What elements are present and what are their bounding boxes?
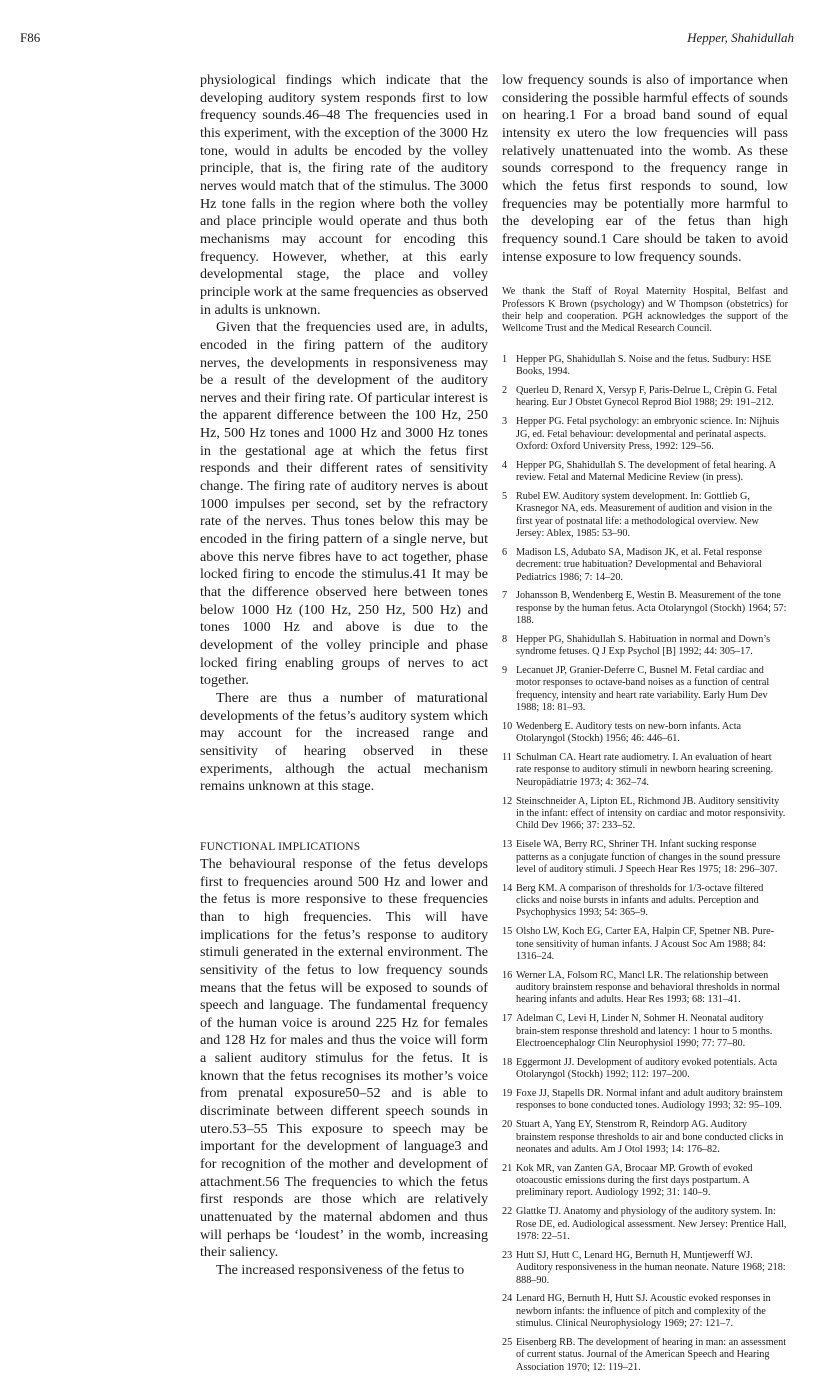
reference-text: Hepper PG, Shahidullah S. The development of fetal hearing. A review. Fetal and Maternal Medicine Review (in press). bbox=[516, 459, 776, 484]
reference-text: Berg KM. A comparison of thresholds for 1/3-octave filtered clicks and noise bursts in infants and adults. Perception and Psychophysics 1993; 54: 365–9. bbox=[516, 882, 764, 919]
left-paragraph-3: There are thus a number of maturational developments of the fetus’s auditory system which may account for the increased range and sensitivity of hearing observed in these experiments, although the actual mechanism remains unknown at this stage. bbox=[200, 689, 488, 795]
reference-list bbox=[502, 354, 788, 1374]
reference-text: Hutt SJ, Hutt C, Lenard HG, Bernuth H, Muntjewerff WJ. Auditory responsiveness in the human neonate. Nature 1968; 218: 888–90. bbox=[516, 1249, 786, 1286]
reference-number: 15 bbox=[502, 926, 513, 938]
reference-text: Madison LS, Adubato SA, Madison JK, et al. Fetal response decrement: true habituation? Developmental and Behavioral Pediatrics 1986; 7: 14–20. bbox=[516, 546, 762, 583]
reference-number: 22 bbox=[502, 1206, 513, 1218]
reference-number: 20 bbox=[502, 1119, 513, 1131]
reference-text: Hepper PG, Shahidullah S. Noise and the fetus. Sudbury: HSE Books, 1994. bbox=[516, 353, 772, 378]
reference-number: 5 bbox=[502, 490, 508, 502]
left-column bbox=[200, 72, 488, 1280]
reference-number: 4 bbox=[502, 459, 508, 471]
reference-number: 17 bbox=[502, 1013, 513, 1025]
reference-text: Werner LA, Folsom RC, Mancl LR. The relationship between auditory brainstem response and behavioral thresholds in normal hearing infants and adults. Hear Res 1993; 68: 131–41. bbox=[516, 969, 780, 1006]
reference-item bbox=[502, 1206, 788, 1243]
reference-text: Johansson B, Wendenberg E, Westin B. Measurement of the tone response by the human fetus. Acta Otolaryngol (Stockh) 1964; 57: 188. bbox=[516, 590, 787, 627]
reference-item bbox=[502, 970, 788, 1007]
reference-number: 1 bbox=[502, 353, 508, 365]
running-head: Hepper, Shahidullah bbox=[687, 30, 794, 45]
reference-number: 6 bbox=[502, 546, 508, 558]
reference-number: 16 bbox=[502, 969, 513, 981]
reference-item bbox=[502, 1250, 788, 1287]
reference-number: 12 bbox=[502, 795, 513, 807]
reference-text: Hepper PG, Shahidullah S. Habituation in normal and Down’s syndrome fetuses. Q J Exp Psychol [B] 1992; 44: 305–17. bbox=[516, 633, 771, 658]
left-paragraph-4: The behavioural response of the fetus develops first to frequencies around 500 Hz and lower and the fetus is more responsive to these frequencies than to high frequencies. This will have implications for the fetus’s response to auditory stimuli generated in the external environment. The sensitivity of the fetus to low frequency sounds means that the fetus will be exposed to sounds of speech and language. The fundamental frequency of the human voice is around 225 Hz for females and 128 Hz for males and thus the voice will form a salient auditory stimulus for the fetus. It is known that the fetus recognises its mother’s voice from prenatal exposure50–52 and is able to discriminate between different speech sounds in utero.53–55 This exposure to speech may be important for the development of language3 and for recognition of the mother and development of attachment.56 The frequencies to which the fetus first responds are those which are relatively unattenuated by the maternal abdomen and thus will perhaps be ‘loudest’ in the womb, increasing their saliency. bbox=[200, 855, 488, 1261]
reference-text: Foxe JJ, Stapells DR. Normal infant and adult auditory brainstem responses to bone conducted tones. Audiology 1993; 32: 95–109. bbox=[516, 1088, 783, 1112]
reference-item bbox=[502, 590, 788, 627]
reference-text: Hepper PG. Fetal psychology: an embryonic science. In: Nijhuis JG, ed. Fetal behaviour: developmental and perinatal aspects. Oxford: Oxford University Press, 1992: 129–56. bbox=[516, 416, 780, 452]
reference-item bbox=[502, 1293, 788, 1330]
reference-number: 24 bbox=[502, 1293, 513, 1305]
reference-text: Glattke TJ. Anatomy and physiology of the auditory system. In: Rose DE, ed. Audiological assessment. New Jersey: Prentice Hall, 1978: 22–51. bbox=[516, 1206, 787, 1242]
acknowledgement: We thank the Staff of Royal Maternity Hospital, Belfast and Professors K Brown (psychology) and W Thompson (obstetrics) for their help and cooperation. PGH acknowledges the support of the Wellcome Trust and the Medical Research Council. bbox=[502, 286, 788, 335]
reference-item bbox=[502, 1337, 788, 1374]
reference-number: 2 bbox=[502, 385, 508, 397]
reference-number: 9 bbox=[502, 665, 508, 677]
reference-item bbox=[502, 491, 788, 540]
reference-item bbox=[502, 721, 788, 746]
reference-number: 8 bbox=[502, 633, 508, 645]
reference-item bbox=[502, 460, 788, 485]
page-number: F86 bbox=[20, 30, 41, 45]
reference-number: 7 bbox=[502, 590, 508, 602]
reference-text: Adelman C, Levi H, Linder N, Sohmer H. Neonatal auditory brain-stem response threshold and latency: 1 hour to 5 months. Electroencephalogr Clin Neurophysiol 1990; 77: 77–80. bbox=[516, 1013, 773, 1049]
reference-text: Lecanuet JP, Granier-Deferre C, Busnel M. Fetal cardiac and motor responses to octave-band noises as a function of central frequency, intensity and heart rate variability. Early Hum Dev 1988; 18: 81–93. bbox=[516, 665, 770, 714]
reference-text: Eisele WA, Berry RC, Shriner TH. Infant sucking response patterns as a conjugate function of changes in the sound pressure level of auditory stimuli. J Speech Hear Res 1975; 18: 296–307. bbox=[516, 839, 781, 875]
reference-item bbox=[502, 1057, 788, 1082]
reference-item bbox=[502, 1119, 788, 1156]
reference-item bbox=[502, 354, 788, 379]
reference-item bbox=[502, 796, 788, 833]
reference-text: Eggermont JJ. Development of auditory evoked potentials. Acta Otolaryngol (Stockh) 1992; 112: 197–200. bbox=[516, 1056, 778, 1081]
left-paragraph-1: physiological findings which indicate that the developing auditory system responds first to low frequency sounds.46–48 The frequencies used in this experiment, with the exception of the 3000 Hz tone, would in adults be encoded by the volley principle, that is, the firing rate of the auditory nerves would match that of the stimulus. The 3000 Hz tone falls in the region where both the volley and place principle would operate and thus both mechanisms may account for encoding this frequency. However, whether, at this early developmental stage, the place and volley principle work at the same frequencies as observed in adults is unknown. bbox=[200, 72, 488, 318]
left-paragraph-2: Given that the frequencies used are, in adults, encoded in the firing pattern of the auditory nerves, the developments in responsiveness may be a result of the development of the auditory nerves and their firing rate. Of particular interest is the apparent difference between the 100 Hz, 250 Hz, 500 Hz tones and 1000 Hz and 3000 Hz tones in the gestational age at which the fetus first responds and their different rates of sensitivity change. The firing rate of auditory nerves is about 1000 impulses per second, set by the refractory rate of the nerves. Thus tones below this may be encoded in the firing pattern of a single nerve, but above this nerve fibres have to act together, phase locked firing to encode the stimulus.41 It may be that the difference observed here between tones below 1000 Hz (100 Hz, 250 Hz, 500 Hz) and tones 1000 Hz and above is due to the development of the volley principle and phase locked firing enabling groups of nerves to act together. bbox=[200, 319, 488, 689]
reference-item bbox=[502, 752, 788, 789]
reference-number: 23 bbox=[502, 1249, 513, 1261]
reference-text: Olsho LW, Koch EG, Carter EA, Halpin CF, Spetner NB. Pure-tone sensitivity of human infants. J Acoust Soc Am 1988; 84: 1316–24. bbox=[516, 926, 775, 962]
reference-number: 11 bbox=[502, 752, 512, 764]
right-column bbox=[502, 72, 788, 1380]
reference-text: Wedenberg E. Auditory tests on new-born infants. Acta Otolaryngol (Stockh) 1956; 46: 446–61. bbox=[516, 720, 742, 745]
right-paragraph-1: low frequency sounds is also of importance when considering the possible harmful effects of sounds on hearing.1 For a broad band sound of equal intensity ex utero the low frequencies will pass relatively unattenuated into the womb. As these sounds correspond to the frequency range in which the fetus first responds to sound, low frequencies may be potentially more harmful to the developing ear of the fetus than high frequency sound.1 Care should be taken to avoid intense exposure to low frequency sounds. bbox=[502, 72, 788, 265]
reference-text: Steinschneider A, Lipton EL, Richmond JB. Auditory sensitivity in the infant: effect of intensity on cardiac and motor responsivity. Child Dev 1966; 37: 233–52. bbox=[516, 795, 786, 832]
reference-text: Rubel EW. Auditory system development. In: Gottlieb G, Krasnegor NA, eds. Measurement of audition and vision in the first year of postnatal life: a methodological overview. New Jersey: Ablex, 1985: 53–90. bbox=[516, 490, 773, 539]
reference-text: Eisenberg RB. The development of hearing in man: an assessment of current status. Journal of the American Speech and Hearing Association 1970; 12: 119–21. bbox=[516, 1336, 787, 1373]
reference-item bbox=[502, 1163, 788, 1200]
reference-item bbox=[502, 926, 788, 963]
reference-text: Lenard HG, Bernuth H, Hutt SJ. Acoustic evoked responses in newborn infants: the influence of pitch and complexity of the stimulus. Clinical Neurophysiology 1969; 27: 121–7. bbox=[516, 1293, 771, 1330]
reference-item bbox=[502, 883, 788, 920]
reference-number: 18 bbox=[502, 1056, 513, 1068]
section-heading: FUNCTIONAL IMPLICATIONS bbox=[200, 840, 361, 853]
reference-number: 25 bbox=[502, 1336, 513, 1348]
reference-text: Querleu D, Renard X, Versyp F, Paris-Delrue L, Crèpin G. Fetal hearing. Eur J Obstet Gynecol Reprod Biol 1988; 29: 191–212. bbox=[516, 385, 778, 409]
reference-number: 14 bbox=[502, 882, 513, 894]
reference-item bbox=[502, 547, 788, 584]
reference-item bbox=[502, 839, 788, 876]
reference-item bbox=[502, 385, 788, 410]
reference-item bbox=[502, 416, 788, 453]
reference-text: Kok MR, van Zanten GA, Brocaar MP. Growth of evoked otoacoustic emissions during the first days postpartum. A preliminary report. Audiology 1992; 31: 140–9. bbox=[516, 1162, 753, 1199]
reference-number: 19 bbox=[502, 1088, 513, 1100]
reference-number: 21 bbox=[502, 1162, 513, 1174]
reference-number: 10 bbox=[502, 720, 513, 732]
reference-item bbox=[502, 1013, 788, 1050]
reference-item bbox=[502, 665, 788, 714]
reference-number: 3 bbox=[502, 416, 508, 428]
reference-item bbox=[502, 1088, 788, 1113]
reference-item bbox=[502, 634, 788, 659]
reference-text: Stuart A, Yang EY, Stenstrom R, Reindorp AG. Auditory brainstem response thresholds to air and bone conducted clicks in neonates and adults. Am J Otol 1993; 14: 176–82. bbox=[516, 1119, 784, 1155]
reference-text: Schulman CA. Heart rate audiometry. I. An evaluation of heart rate response to auditory stimuli in newborn hearing screening. Neuropädiatrie 1973; 4: 362–74. bbox=[516, 752, 774, 788]
reference-number: 13 bbox=[502, 839, 513, 851]
left-paragraph-5: The increased responsiveness of the fetus to bbox=[216, 1262, 465, 1278]
